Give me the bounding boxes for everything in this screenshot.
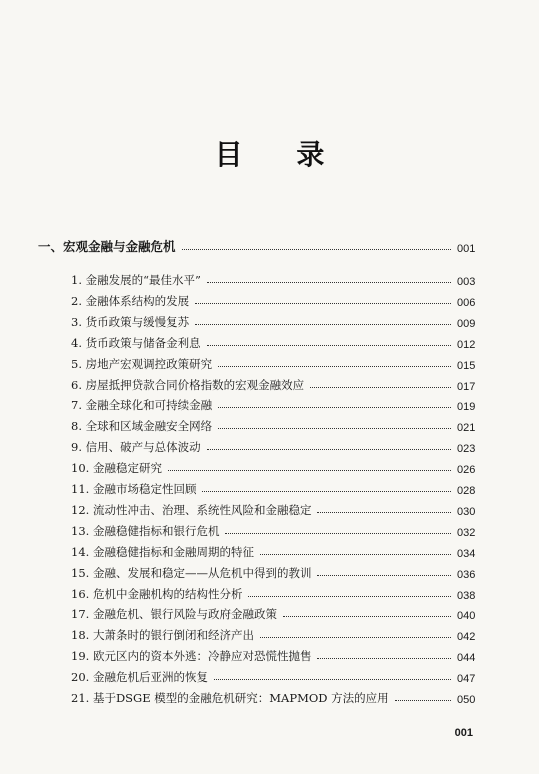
- toc-entry: [71, 538, 481, 560]
- toc-entry: [71, 371, 481, 393]
- toc-entry-label: 18. 大萧条时的银行倒闭和经济产出: [71, 628, 254, 643]
- toc-entry-page-number: 023: [457, 443, 476, 456]
- toc-entry: [71, 517, 481, 539]
- toc-entry-page-number: 017: [457, 380, 476, 393]
- toc-entry-label: 16. 危机中金融机构的结构性分析: [71, 586, 243, 601]
- dot-leader: [317, 574, 451, 576]
- toc-entry-page-number: 044: [457, 652, 476, 665]
- toc-entry-label: 5. 房地产宏观调控政策研究: [71, 356, 213, 371]
- dot-leader: [317, 511, 451, 513]
- dot-leader: [214, 678, 451, 680]
- toc-entry: [71, 454, 481, 476]
- page-number-footer: 001: [454, 727, 473, 739]
- toc-entry-label: 4. 货币政策与储备金利息: [71, 335, 201, 350]
- toc-entry-page-number: 036: [457, 568, 476, 581]
- toc-entry-page-number: 009: [457, 317, 476, 330]
- toc-entry: [71, 642, 481, 664]
- toc-entry-label: 14. 金融稳健指标和金融周期的特征: [71, 544, 254, 559]
- dot-leader: [218, 406, 451, 408]
- toc-entry: [71, 559, 481, 581]
- section-page-number: 001: [457, 243, 476, 255]
- toc-entry-page-number: 030: [457, 505, 476, 518]
- dot-leader: [202, 490, 451, 492]
- toc-entry-label: 2. 金融体系结构的发展: [71, 293, 190, 308]
- toc-entry: [71, 600, 481, 622]
- toc-entry-label: 12. 流动性冲击、治理、系统性风险和金融稳定: [71, 502, 312, 517]
- toc-entry: [71, 391, 481, 413]
- toc-entry: [71, 433, 481, 455]
- toc-entry-label: 7. 金融全球化和可持续金融: [71, 398, 213, 413]
- toc-entry-page-number: 019: [457, 401, 476, 414]
- toc-entry-page-number: 028: [457, 485, 476, 497]
- toc-entry-page-number: 026: [457, 464, 476, 477]
- toc-entry-label: 21. 基于DSGE 模型的金融危机研究：MAPMOD 方法的应用: [71, 691, 389, 705]
- toc-entry-page-number: 032: [457, 526, 476, 539]
- toc-entry-page-number: 047: [457, 673, 476, 686]
- dot-leader: [248, 595, 451, 597]
- dot-leader: [260, 636, 451, 638]
- toc-entry: [71, 663, 481, 685]
- toc-entry-label: 3. 货币政策与缓慢复苏: [71, 314, 190, 329]
- toc-section-heading: [38, 233, 481, 255]
- dot-leader: [207, 448, 451, 450]
- toc-entry: [71, 684, 481, 706]
- toc-entry: [71, 496, 481, 518]
- toc-entry: [71, 350, 481, 372]
- dot-leader: [182, 248, 451, 250]
- toc-entry-label: 15. 金融、发展和稳定——从危机中得到的教训: [71, 565, 312, 580]
- toc-entry: [71, 475, 481, 497]
- toc-entry-page-number: 050: [457, 694, 476, 706]
- toc-entry-page-number: 021: [457, 422, 476, 435]
- toc-entry: [71, 308, 481, 330]
- toc-entry-label: 17. 金融危机、银行风险与政府金融政策: [71, 607, 277, 622]
- toc-entry-page-number: 003: [457, 276, 476, 288]
- toc-entry-label: 19. 欧元区内的资本外逃：冷静应对恐慌性抛售: [71, 649, 312, 664]
- dot-leader: [225, 532, 451, 534]
- dot-leader: [207, 281, 451, 283]
- dot-leader: [195, 323, 451, 325]
- dot-leader: [283, 615, 451, 617]
- toc-entry-page-number: 034: [457, 547, 476, 560]
- toc-entry-page-number: 012: [457, 338, 476, 351]
- toc-entry: [71, 621, 481, 643]
- dot-leader: [168, 469, 451, 471]
- toc-entry-label: 1. 金融发展的“最佳水平”: [71, 273, 201, 287]
- toc-entry: [71, 266, 481, 288]
- toc-entry: [71, 580, 481, 602]
- toc-entry-page-number: 042: [457, 631, 476, 644]
- dot-leader: [395, 699, 451, 701]
- dot-leader: [207, 344, 451, 346]
- toc-entry: [71, 329, 481, 351]
- toc-entry-label: 6. 房屋抵押贷款合同价格指数的宏观金融效应: [71, 377, 305, 392]
- toc-entry-label: 8. 全球和区域金融安全网络: [71, 419, 213, 434]
- toc-entry-label: 13. 金融稳健指标和银行危机: [71, 523, 220, 538]
- toc-entry-label: 20. 金融危机后亚洲的恢复: [71, 670, 208, 685]
- toc-entry: [71, 287, 481, 309]
- dot-leader: [195, 302, 451, 304]
- toc-entry-label: 11. 金融市场稳定性回顾: [71, 482, 197, 496]
- dot-leader: [260, 553, 451, 555]
- toc-entry-page-number: 040: [457, 610, 476, 623]
- dot-leader: [218, 427, 451, 429]
- toc-entry-page-number: 038: [457, 589, 476, 602]
- toc-entry-label: 10. 金融稳定研究: [71, 461, 162, 476]
- dot-leader: [317, 657, 451, 659]
- dot-leader: [218, 365, 451, 367]
- toc-entry: [71, 412, 481, 434]
- toc-title: 目 录: [214, 138, 347, 171]
- toc-entry-label: 9. 信用、破产与总体波动: [71, 440, 201, 455]
- dot-leader: [310, 386, 451, 388]
- section-label: 一、宏观金融与金融危机: [38, 240, 176, 254]
- toc-entry-page-number: 006: [457, 296, 476, 309]
- toc-entry-page-number: 015: [457, 359, 476, 372]
